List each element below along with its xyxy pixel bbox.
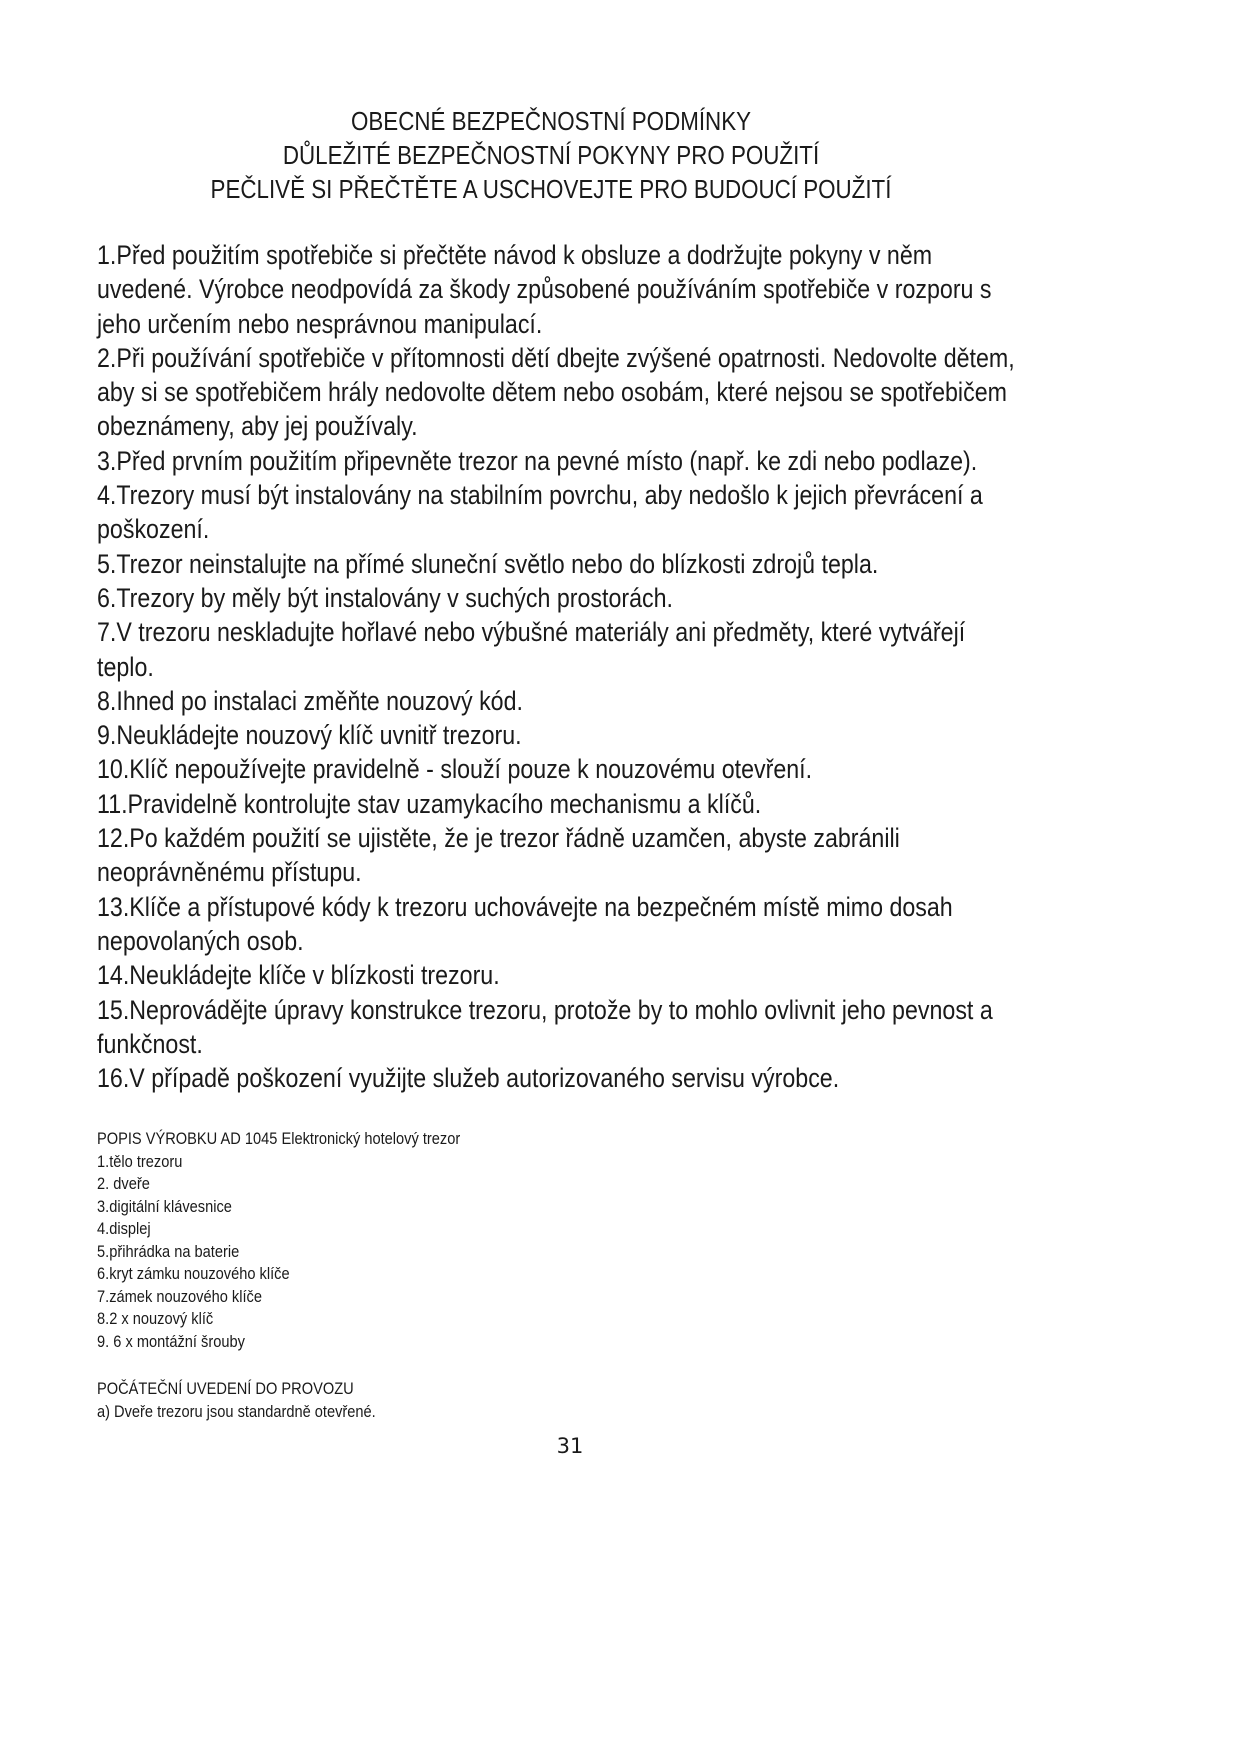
document-header <box>77 104 1025 206</box>
product-part: 5.přihrádka na baterie <box>97 1241 240 1261</box>
safety-rule: 13.Klíče a přístupové kódy k trezoru uchovávejte na bezpečném místě mimo dosah nepovolaných osob. <box>97 891 953 956</box>
product-part: 7.zámek nouzového klíče <box>97 1286 262 1306</box>
safety-rule: 9.Neukládejte nouzový klíč uvnitř trezoru. <box>97 720 522 751</box>
safety-rule: 10.Klíč nepoužívejte pravidelně - slouží pouze k nouzovému otevření. <box>97 754 813 785</box>
product-part: 8.2 x nouzový klíč <box>97 1309 214 1328</box>
header-line-1: OBECNÉ BEZPEČNOSTNÍ PODMÍNKY <box>350 106 752 136</box>
safety-rule: 3.Před prvním použitím připevněte trezor na pevné místo (např. ke zdi nebo podlaze). <box>97 445 978 476</box>
page-number: 31 <box>556 1434 584 1458</box>
product-description <box>97 1128 699 1353</box>
safety-rule: 6.Trezory by měly být instalovány v suchých prostorách. <box>97 582 674 613</box>
safety-rule: 1.Před použitím spotřebiče si přečtěte návod k obsluze a dodržujte pokyny v něm uvedené. Výrobce neodpovídá za škody způsobené používáním spotřebiče v rozporu s jeho určením nebo nesprávnou manipulací. <box>97 240 992 339</box>
safety-rule: 14.Neukládejte klíče v blízkosti trezoru. <box>97 960 500 991</box>
safety-rules-list <box>97 238 1026 1095</box>
safety-rule: 16.V případě poškození využijte služeb autorizovaného servisu výrobce. <box>97 1063 840 1094</box>
product-part: 1.tělo trezoru <box>97 1151 183 1171</box>
safety-rule: 11.Pravidelně kontrolujte stav uzamykacího mechanismu a klíčů. <box>97 788 762 819</box>
product-part: 2. dveře <box>97 1174 150 1193</box>
safety-rule: 15.Neprovádějte úpravy konstrukce trezoru, protože by to mohlo ovlivnit jeho pevnost a funkčnost. <box>97 994 993 1059</box>
safety-rule: 12.Po každém použití se ujistěte, že je trezor řádně uzamčen, abyste zabránili neoprávněnému přístupu. <box>97 823 900 888</box>
safety-rule: 7.V trezoru neskladujte hořlavé nebo výbušné materiály ani předměty, které vytvářejí teplo. <box>97 617 966 682</box>
product-part: 4.displej <box>97 1219 151 1238</box>
safety-rule: 2.Při používání spotřebiče v přítomnosti dětí dbejte zvýšené opatrnosti. Nedovolte dětem, aby si se spotřebičem hrály nedovolte dětem nebo osobám, které nejsou se spotřebičem obeznámeny, aby jej používaly. <box>97 342 1015 442</box>
safety-rule: 8.Ihned po instalaci změňte nouzový kód. <box>97 685 523 716</box>
header-line-2: DŮLEŽITÉ BEZPEČNOSTNÍ POKYNY PRO POUŽITÍ <box>282 140 820 170</box>
product-part: 9. 6 x montážní šrouby <box>97 1331 245 1351</box>
product-title: POPIS VÝROBKU AD 1045 Elektronický hotelový trezor <box>97 1129 461 1148</box>
startup-title: POČÁTEČNÍ UVEDENÍ DO PROVOZU <box>97 1379 354 1398</box>
product-part: 6.kryt zámku nouzového klíče <box>97 1264 290 1283</box>
initial-startup-section <box>97 1378 699 1423</box>
startup-text: a) Dveře trezoru jsou standardně otevřené. <box>97 1401 376 1421</box>
product-part: 3.digitální klávesnice <box>97 1196 232 1216</box>
header-line-3: PEČLIVĚ SI PŘEČTĚTE A USCHOVEJTE PRO BUDOUCÍ POUŽITÍ <box>210 174 892 204</box>
safety-rule: 4.Trezory musí být instalovány na stabilním povrchu, aby nedošlo k jejich převrácení a poškození. <box>97 480 983 545</box>
safety-rule: 5.Trezor neinstalujte na přímé sluneční světlo nebo do blízkosti zdrojů tepla. <box>97 548 879 579</box>
product-parts-list <box>97 1151 699 1354</box>
